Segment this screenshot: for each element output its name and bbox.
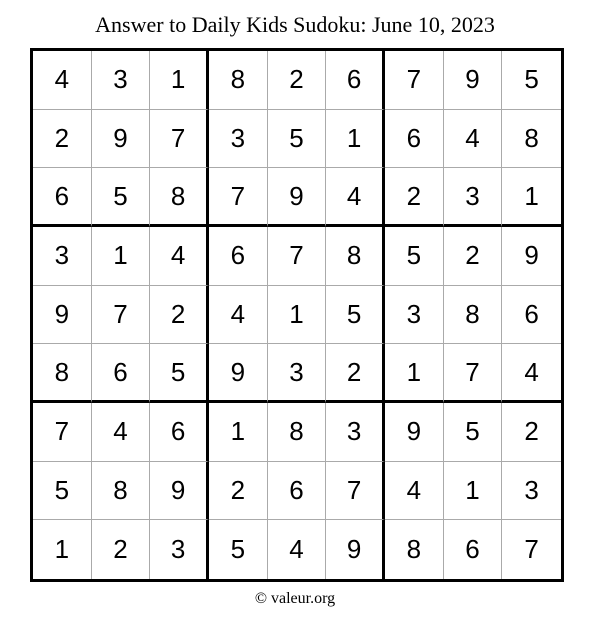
sudoku-cell: 7 [150, 110, 209, 169]
sudoku-cell: 5 [209, 520, 268, 579]
sudoku-cell: 4 [444, 110, 503, 169]
sudoku-cell: 7 [209, 168, 268, 227]
sudoku-cell: 5 [92, 168, 151, 227]
sudoku-cell: 6 [326, 51, 385, 110]
sudoku-cell: 2 [150, 286, 209, 345]
sudoku-cell: 6 [209, 227, 268, 286]
sudoku-cell: 2 [444, 227, 503, 286]
sudoku-cell: 1 [444, 462, 503, 521]
sudoku-cell: 9 [209, 344, 268, 403]
copyright-footer: © valeur.org [254, 590, 336, 607]
sudoku-cell: 3 [326, 403, 385, 462]
page-title: Answer to Daily Kids Sudoku: June 10, 2023 [95, 12, 495, 37]
sudoku-cell: 1 [385, 344, 444, 403]
sudoku-cell: 8 [33, 344, 92, 403]
sudoku-cell: 5 [444, 403, 503, 462]
sudoku-cell: 3 [502, 462, 561, 521]
sudoku-cell: 8 [385, 520, 444, 579]
sudoku-cell: 3 [92, 51, 151, 110]
sudoku-cell: 7 [524, 534, 539, 565]
sudoku-cell: 8 [326, 227, 385, 286]
sudoku-cell: 2 [268, 51, 327, 110]
sudoku-cell: 2 [92, 520, 151, 579]
sudoku-cell: 2 [209, 462, 268, 521]
sudoku-cell: 8 [150, 168, 209, 227]
sudoku-cell: 2 [502, 403, 561, 462]
sudoku-cell: 7 [444, 344, 503, 403]
sudoku-cell: 6 [268, 462, 327, 521]
sudoku-cell: 4 [209, 286, 268, 345]
sudoku-cell: 6 [502, 286, 561, 345]
sudoku-cell: 7 [268, 227, 327, 286]
sudoku-cell: 1 [268, 286, 327, 345]
sudoku-cell: 8 [92, 462, 151, 521]
sudoku-cell: 3 [268, 344, 327, 403]
sudoku-cell: 4 [502, 344, 561, 403]
sudoku-cell: 3 [209, 110, 268, 169]
sudoku-cell: 8 [444, 286, 503, 345]
sudoku-cell: 9 [33, 286, 92, 345]
sudoku-cell: 1 [92, 227, 151, 286]
sudoku-cell: 7 [33, 403, 92, 462]
sudoku-cell: 7 [326, 462, 385, 521]
sudoku-cell: 6 [92, 344, 151, 403]
sudoku-cell: 5 [385, 227, 444, 286]
sudoku-cell: 6 [444, 520, 503, 579]
sudoku-cell: 1 [209, 403, 268, 462]
sudoku-cell: 1 [502, 168, 561, 227]
sudoku-cell: 5 [33, 462, 92, 521]
sudoku-cell: 9 [326, 520, 385, 579]
sudoku-cell: 7 [385, 51, 444, 110]
sudoku-cell: 9 [385, 403, 444, 462]
sudoku-cell: 6 [385, 110, 444, 169]
sudoku-cell: 3 [150, 520, 209, 579]
sudoku-cell: 2 [326, 344, 385, 403]
sudoku-cell: 1 [33, 520, 92, 579]
sudoku-cell: 4 [92, 403, 151, 462]
sudoku-cell: 5 [326, 286, 385, 345]
sudoku-cell: 3 [33, 227, 92, 286]
sudoku-cell: 4 [33, 51, 92, 110]
sudoku-cell: 4 [268, 520, 327, 579]
sudoku-cell: 3 [385, 286, 444, 345]
sudoku-cell: 5 [268, 110, 327, 169]
sudoku-cell: 9 [268, 168, 327, 227]
sudoku-cell: 4 [385, 462, 444, 521]
sudoku-cell: 8 [268, 403, 327, 462]
sudoku-cell: 8 [209, 51, 268, 110]
sudoku-cell: 6 [150, 403, 209, 462]
sudoku-cell: 9 [92, 110, 151, 169]
sudoku-cell: 7 [92, 286, 151, 345]
sudoku-cell: 9 [150, 462, 209, 521]
sudoku-cell: 1 [150, 51, 209, 110]
sudoku-cell: 6 [33, 168, 92, 227]
sudoku-cell: 1 [326, 110, 385, 169]
sudoku-cell: 9 [444, 51, 503, 110]
sudoku-cell: 2 [33, 110, 92, 169]
sudoku-cell: 9 [502, 227, 561, 286]
sudoku-cell: 4 [150, 227, 209, 286]
sudoku-cell: 4 [326, 168, 385, 227]
sudoku-cell: 5 [502, 51, 561, 110]
sudoku-board [30, 48, 564, 582]
sudoku-cell: 2 [385, 168, 444, 227]
sudoku-cell: 3 [444, 168, 503, 227]
sudoku-cell: 5 [150, 344, 209, 403]
sudoku-cell: 8 [502, 110, 561, 169]
